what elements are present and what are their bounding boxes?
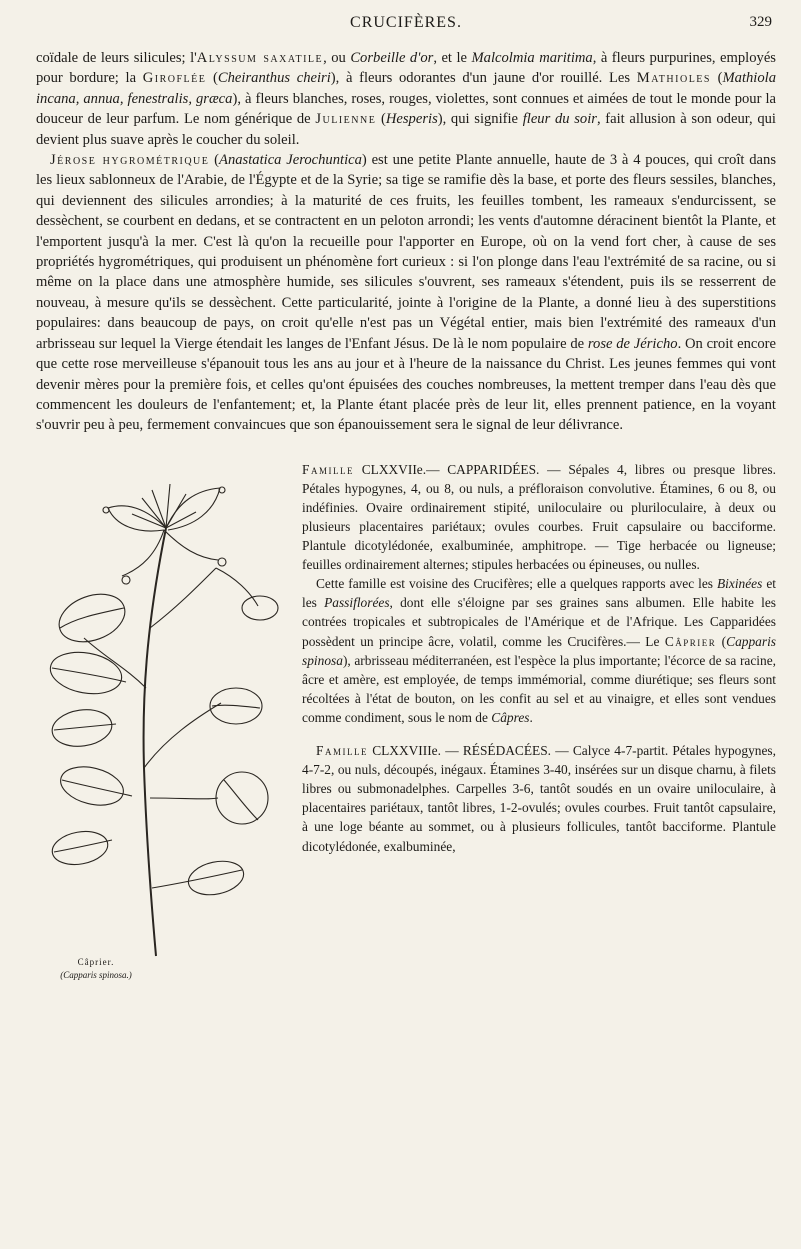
- figure-caption: [36, 956, 156, 982]
- term-bixinees: Bixinées: [716, 576, 763, 592]
- caption-species: (Capparis spinosa.): [60, 969, 132, 980]
- page-number: 329: [749, 14, 772, 30]
- term-cheiranthus: Cheiranthus cheiri: [217, 70, 331, 87]
- running-title: CRUCIFÈRES.: [350, 14, 462, 31]
- paragraph-cruciferes-ornamental: coïdale de leurs silicules; l'Alyssum saxatile, ou Corbeille d'or, et le Malcolmia maritima, à fleurs purpurines, employés pour bordure; la Giroflée (Cheiranthus cheiri), à fleurs odorantes d'un jaune d'or rouillé. Les Mathioles (Mathiola incana, annua, fenestralis, græca), à fleurs blanches, roses, rouges, violettes, sont connues et aimées de tout le monde pour la douceur de leur parfum. Le nom générique de Julienne (Hesperis), qui signifie fleur du soir, fait allusion à son odeur, qui devient plus suave après le coucher du soleil.: [36, 50, 777, 148]
- term-giroflee: Giroflée: [142, 70, 207, 87]
- page-header: [36, 14, 776, 48]
- term-passiflorees: Passiflorées: [324, 595, 390, 611]
- figure-caprier: [36, 460, 292, 1000]
- term-malcolmia: Malcolmia maritima: [471, 50, 593, 66]
- term-fleur-du-soir: fleur du soir: [522, 111, 597, 128]
- term-jerose: Jérose hygrométrique: [50, 152, 210, 169]
- family-block: [36, 460, 776, 980]
- family-resedacees-description: Famille CLXXVIIIe. — RÉSÉDACÉES. — Calyce 4-7-partit. Pétales hypogynes, 4-7-2, ou nuls, découpés, inégaux. Étamines 3-40, insérées sur un disque charnu, à filets libres ou submonadelphes. Carpelles 3-6, tantôt soudés en un ovaire uniloculaire, à placentaires pariétaux, tantôt libres, 1-2-ovulés; ovules courbes. Fruit tantôt capsulaire, à une loge béante au sommet, ou à plusieurs follicules, tantôt bacciforme. Plantule dicotylédonée, exalbuminée,: [302, 743, 776, 854]
- term-mathioles: Mathioles: [636, 70, 711, 87]
- family-label: Famille: [316, 743, 368, 759]
- family-name: — RÉSÉDACÉES.: [445, 743, 552, 759]
- family-name: — CAPPARIDÉES.: [426, 461, 540, 477]
- family-number: CLXXVIIe.: [361, 461, 427, 477]
- page: [36, 14, 776, 1002]
- caption-name: Câprier.: [77, 956, 115, 967]
- term-caprier: Câprier: [664, 633, 717, 649]
- term-hesperis: Hesperis: [385, 111, 438, 128]
- term-capres: Câpres: [491, 709, 530, 725]
- term-alyssum: Alyssum saxatile: [196, 50, 324, 66]
- family-number: CLXXVIIIe.: [372, 743, 441, 759]
- term-corbeille: Corbeille d'or: [350, 50, 434, 66]
- term-anastatica: Anastatica Jerochuntica: [219, 152, 362, 169]
- paragraph-jerose: Jérose hygrométrique (Anastatica Jerochuntica) est une petite Plante annuelle, haute de 3 à 4 pouces, qui croît dans les lieux sablonneux de l'Arabie, de l'Égypte et de la Syrie; sa tige se ramifie dès la base, et porte des fleurs sessiles, blanches, qui deviennent des silicules arrondies; à la maturité de ces fruits, les feuilles tombent, les rameaux s'endurcissent, se dessèchent, se courbent en dedans, et se contractent en un peloton arrondi; les vents d'automne déracinent bientôt la Plante, et l'emportent jusqu'à la mer. C'est là qu'on la recueille pour l'apporter en Europe, où on la vend fort cher, à cause de ses propriétés hygrométriques, qui produisent un phénomène fort curieux : si l'on plonge dans l'eau l'extrémité de sa racine, ou si même on la place dans une atmosphère humide, ses silicules s'ouvrent, ses rameaux s'étendent, puis ils se resserrent de nouveau, à mesure qu'ils se dessèchent. Cette particularité, jointe à l'origine de la Plante, a donné lieu à des superstitions populaires: dans beaucoup de pays, on croit qu'elle n'est pas un Végétal entier, mais bien l'extrémité des rameaux d'un arbrisseau sur lequel la Vierge étendait les langes de l'Enfant Jésus. De là le nom populaire de rose de Jéricho. On croit encore que cette rose merveilleuse s'épanouit tous les ans au jour et à l'heure de la naissance du Christ. Les jeunes femmes qui vont devenir mères pour la première fois, et celles qu'ont épuisées des couches nombreuses, la mettent tremper dans l'eau dès que commencent les douleurs de l'enfantement; et, la Plante étant placée près de leur lit, elles prennent patience, en la voyant s'ouvrir peu à peu, fermement convaincues que son épanouissement sera le signal de leur délivrance.: [36, 152, 777, 434]
- term-rose-jericho: rose de Jéricho: [587, 335, 678, 352]
- term-mathiola: Mathiola incana, annua, fenestralis, græca: [36, 70, 777, 107]
- term-capparis: Capparis spinosa: [302, 633, 776, 668]
- term-julienne: Julienne: [315, 111, 377, 128]
- family-label: Famille: [302, 461, 354, 477]
- caprier-illustration: [46, 468, 286, 958]
- family-capparidees-description: Famille CLXXVIIe.— CAPPARIDÉES. — Sépales 4, libres ou presque libres. Pétales hypogynes, 4, ou 8, ou nuls, a préfloraison convolutive. Étamines, 6 ou 8, ou indéfinies. Ovaire ordinairement stipité, uniloculaire ou pluriloculaire, à deux ou plusieurs placentaires pariétaux; ovules courbes. Fruit capsulaire ou bacciforme. Plantule dicotylédonée, exalbuminée, amphitrope. — Tige herbacée ou ligneuse; feuilles ordinairement alternes; stipules herbacées ou épineuses, ou nulles.: [302, 461, 776, 573]
- family-capparidees-notes: Cette famille est voisine des Crucifères; elle a quelques rapports avec les Bixinées et les Passiflorées, dont elle s'éloigne par ses graines sans albumen. Elle habite les contrées tropicales et subtropicales de l'Amérique et de l'Afrique. Les Capparidées possèdent un principe âcre, volatil, comme les Crucifères.— Le Câprier (Capparis spinosa), arbrisseau méditerranéen, est l'espèce la plus importante; l'écorce de sa racine, âcre et amère, est employée, de temps immémorial, comme diurétique; ses fleurs sont récoltées à l'état de bouton, on les confit au sel et au vinaigre, et elles sont vendues comme condiment, sous le nom de Câpres.: [302, 576, 776, 725]
